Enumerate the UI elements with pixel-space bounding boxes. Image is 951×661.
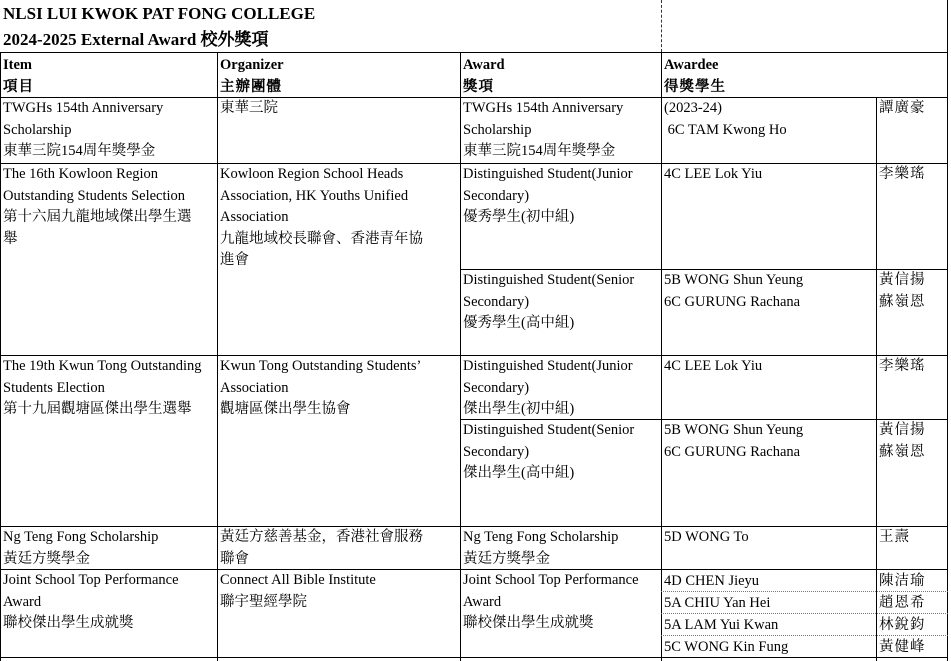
item-cell: The 16th Kowloon Region Outstanding Students Selection 第十六屆九龍地域傑出學生選 舉: [3, 166, 192, 247]
header-award-en: Award: [463, 57, 505, 73]
organizer-cell: Kwun Tong Outstanding Students’ Association 觀塘區傑出學生協會: [220, 358, 422, 417]
organizer-cell: 黃廷方慈善基金，香港社會服務 聯會: [220, 529, 423, 567]
award-cell: Distinguished Student(Senior Secondary) 優秀學生(高中組): [463, 272, 635, 331]
awardee-zh-cell: 王燾: [879, 529, 910, 545]
awardee-zh-cell: 黃信揚 蘇嶺恩: [879, 272, 926, 310]
awardee-en-cell: 4C LEE Lok Yiu: [664, 358, 763, 374]
header-awardee-zh: 得獎學生: [664, 78, 726, 95]
awardee-en-cell: 4D CHEN Jieyu 5A CHIU Yan Hei 5A LAM Yui Kwan 5C WONG Kin Fung: [664, 573, 789, 655]
awardee-en-cell: 5D WONG To: [664, 529, 749, 545]
header-organizer-en: Organizer: [220, 57, 284, 73]
header-item-zh: 項目: [3, 78, 34, 95]
awardee-zh-cell: 譚廣豪: [879, 100, 926, 116]
awardee-en-cell: 5B WONG Shun Yeung 6C GURUNG Rachana: [664, 272, 804, 310]
item-cell: The 19th Kwun Tong Outstanding Students Election 第十九屆觀塘區傑出學生選舉: [3, 358, 202, 417]
header-organizer: [220, 55, 284, 98]
award-cell: Ng Teng Fong Scholarship 黃廷方獎學金: [463, 529, 619, 567]
awardee-en-cell: 4C LEE Lok Yiu: [664, 166, 763, 182]
awardee-zh-cell: 陳洁瑜 趙恩希 林銳鈞 黃健峰: [879, 573, 926, 655]
header-awardee: [664, 55, 726, 98]
header-top-line: [0, 52, 948, 53]
header-item: [3, 55, 34, 98]
row-divider: [0, 657, 948, 658]
column-divider-awardee-name: [876, 97, 877, 661]
organizer-cell: 東華三院: [220, 100, 278, 116]
item-cell: Ng Teng Fong Scholarship 黃廷方獎學金: [3, 529, 159, 567]
header-award: [463, 55, 505, 98]
awardee-en-cell: 5B WONG Shun Yeung 6C GURUNG Rachana: [664, 422, 804, 460]
award-cell: TWGHs 154th Anniversary Scholarship 東華三院154周年獎學金: [463, 100, 624, 159]
awardee-en-cell: (2023-24) 6C TAM Kwong Ho: [664, 100, 787, 138]
awardee-zh-cell: 李樂瑤: [879, 358, 926, 374]
item-cell: Joint School Top Performance Award 聯校傑出學生成就獎: [3, 572, 179, 631]
award-cell: Distinguished Student(Senior Secondary) 傑出學生(高中組): [463, 422, 635, 481]
organizer-cell: Connect All Bible Institute 聯宇聖經學院: [220, 572, 376, 610]
header-awardee-en: Awardee: [664, 57, 719, 73]
header-organizer-zh: 主辦團體: [220, 78, 282, 95]
award-cell: Distinguished Student(Junior Secondary) 傑出學生(初中組): [463, 358, 633, 417]
page-break-line: [661, 0, 662, 52]
document-title: NLSI LUI KWOK PAT FONG COLLEGE: [3, 4, 316, 23]
item-cell: TWGHs 154th Anniversary Scholarship 東華三院154周年獎學金: [3, 100, 164, 159]
document-subtitle: 2024-2025 External Award 校外獎項: [3, 30, 269, 49]
header-award-zh: 獎項: [463, 78, 494, 95]
header-item-en: Item: [3, 57, 32, 73]
awardee-zh-cell: 黃信揚 蘇嶺恩: [879, 422, 926, 460]
award-cell: Joint School Top Performance Award 聯校傑出學生成就獎: [463, 572, 639, 631]
award-cell: Distinguished Student(Junior Secondary) 優秀學生(初中組): [463, 166, 633, 225]
table-border-right: [947, 0, 948, 661]
awardee-zh-cell: 李樂瑤: [879, 166, 926, 182]
organizer-cell: Kowloon Region School Heads Association, HK Youths Unified Association 九龍地域校長聯會、香港青年協 進會: [220, 166, 423, 268]
